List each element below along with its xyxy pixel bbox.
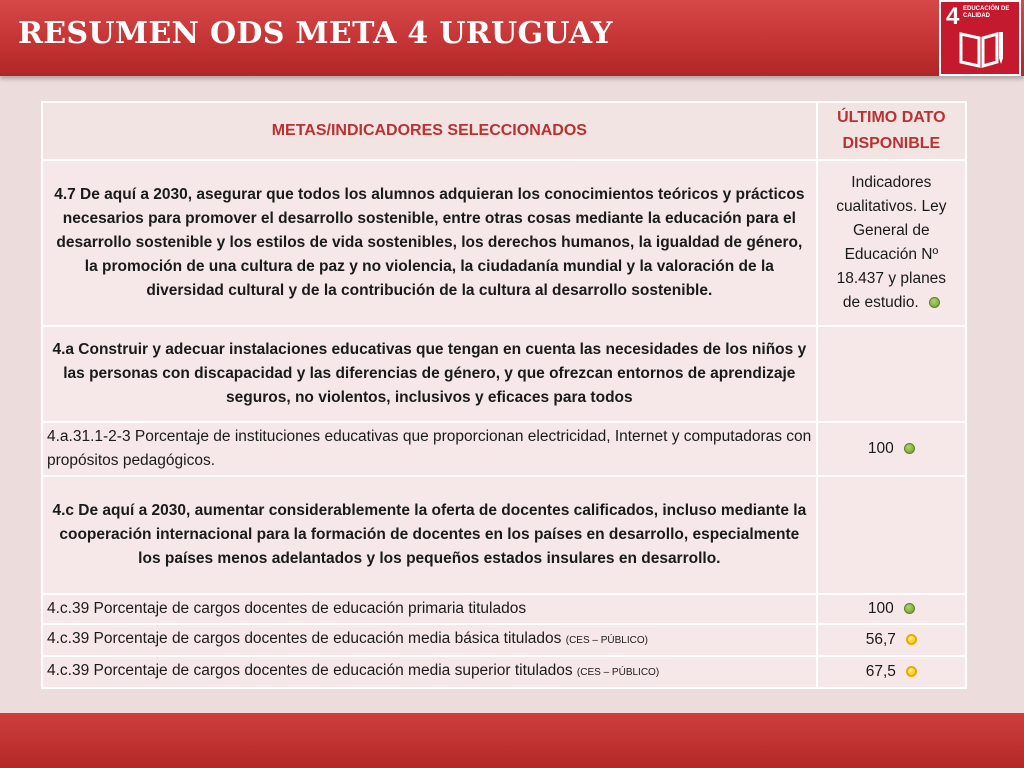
goal-4-c-value (817, 476, 966, 594)
goal-4-7-text: 4.7 De aquí a 2030, asegurar que todos los alumnos adquieran los conocimientos teóricos y prácticos necesarios para promover el desarrollo sostenible, entre otras cosas mediante la educación para el desarrollo sostenible y los estilos de vida sostenibles, los derechos humanos, la igualdad de género, la promoción de una cultura de paz y no violencia, la ciudadanía mundial y la valoración de la diversidad cultural y de la contribución de la cultura al desarrollo sostenible. (42, 160, 817, 326)
table-row (42, 594, 966, 624)
table-row (42, 326, 966, 422)
indicator-text: 4.c.39 Porcentaje de cargos docentes de educación primaria titulados (47, 600, 527, 617)
indicator-4-c-39-primaria-text (42, 594, 817, 624)
goal-4-a-text: 4.a Construir y adecuar instalaciones educativas que tengan en cuenta las necesidades de los niños y las personas con discapacidad y las diferencias de género, y que ofrezcan entornos de aprendizaje seguros, no violentos, inclusivos y eficaces para todos (42, 326, 817, 422)
book-pencil-icon (959, 30, 1005, 68)
indicator-text: 4.c.39 Porcentaje de cargos docentes de educación media superior titulados (47, 662, 573, 679)
cell-value: 56,7 (865, 631, 896, 648)
indicator-note: (CES – PÚBLICO) (565, 635, 648, 646)
indicator-4-c-39-superior-text (42, 656, 817, 688)
cell-value: 100 (867, 440, 894, 457)
indicator-4-a-31-text: 4.a.31.1-2-3 Porcentaje de instituciones educativas que proporcionan electricidad, Internet y computadoras con propósitos pedagógicos. (42, 422, 817, 476)
table-row (42, 422, 966, 476)
table-row (42, 656, 966, 688)
title-bar (0, 0, 1024, 76)
table-header-row (42, 102, 966, 160)
column-header-latest-data: ÚLTIMO DATO DISPONIBLE (817, 102, 966, 160)
status-green-icon (904, 443, 915, 454)
page-title: RESUMEN ODS META 4 URUGUAY (18, 16, 613, 51)
cell-value: Indicadores cualitativos. Ley General de Educación Nº 18.437 y planes de estudio. (836, 174, 947, 311)
column-header-indicators: METAS/INDICADORES SELECCIONADOS (42, 102, 817, 160)
sdg-label: EDUCACIÓN DE CALIDAD (963, 6, 1010, 19)
goal-4-7-value (817, 160, 966, 326)
table-row (42, 624, 966, 656)
status-green-icon (929, 297, 940, 308)
indicator-4-c-39-basica-value (817, 624, 966, 656)
sdg4-logo (939, 0, 1021, 76)
table-row (42, 476, 966, 594)
cell-value: 67,5 (865, 663, 896, 680)
footer-bar (0, 713, 1024, 768)
status-green-icon (904, 603, 915, 614)
indicator-4-a-31-value (817, 422, 966, 476)
sdg-number: 4 (946, 3, 960, 30)
indicator-note: (CES – PÚBLICO) (576, 667, 660, 678)
status-yellow-icon (906, 666, 917, 677)
goal-4-a-value (817, 326, 966, 422)
indicators-table (41, 101, 967, 689)
indicator-4-c-39-superior-value (817, 656, 966, 688)
indicator-4-c-39-primaria-value (817, 594, 966, 624)
status-yellow-icon (906, 634, 917, 645)
indicator-4-c-39-basica-text (42, 624, 817, 656)
indicator-text: 4.c.39 Porcentaje de cargos docentes de educación media básica titulados (47, 630, 562, 647)
cell-value: 100 (867, 600, 894, 617)
table-row (42, 160, 966, 326)
goal-4-c-text: 4.c De aquí a 2030, aumentar considerablemente la oferta de docentes calificados, incluso mediante la cooperación internacional para la formación de docentes en los países en desarrollo, especialmente los países menos adelantados y los pequeños estados insulares en desarrollo. (42, 476, 817, 594)
